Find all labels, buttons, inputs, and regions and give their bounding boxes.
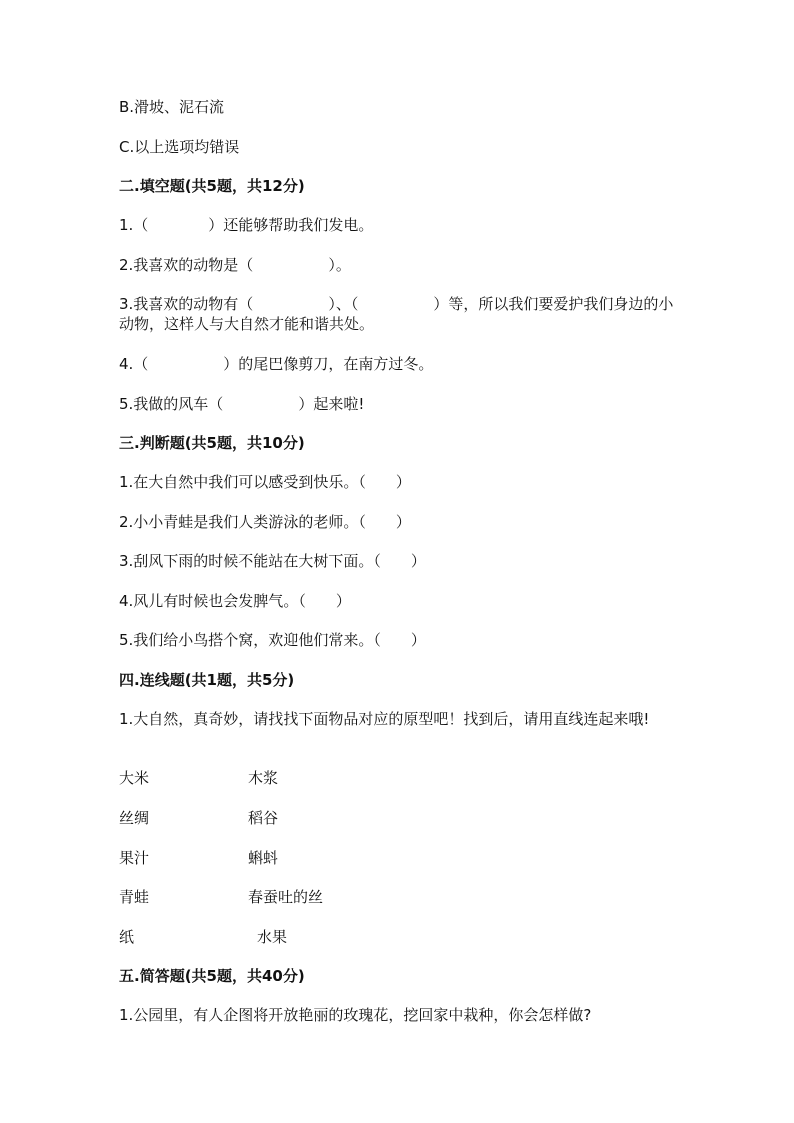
option-c: C.以上选项均错误 bbox=[119, 138, 240, 156]
fill-question-1: 1.（ ）还能够帮助我们发电。 bbox=[119, 216, 374, 234]
section-fill-blank-title: 二.填空题(共5题，共12分) bbox=[119, 177, 305, 195]
matching-right-item: 蝌蚪 bbox=[248, 849, 279, 867]
matching-left-item: 丝绸 bbox=[119, 809, 150, 827]
judge-question-1: 1.在大自然中我们可以感受到快乐。（ ） bbox=[119, 473, 411, 491]
fill-question-5: 5.我做的风车（ ）起来啦! bbox=[119, 395, 365, 413]
fill-question-2: 2.我喜欢的动物是（ ）。 bbox=[119, 256, 351, 274]
matching-left-item: 大米 bbox=[119, 769, 150, 787]
short-answer-question-1: 1.公园里，有人企图将开放艳丽的玫瑰花，挖回家中栽种，你会怎样做? bbox=[119, 1006, 592, 1024]
matching-left-item: 青蛙 bbox=[119, 888, 150, 906]
fill-question-3: 3.我喜欢的动物有（ ）、（ ）等，所以我们要爱护我们身边的小动物，这样人与大自然才能和谐共处。 bbox=[119, 295, 674, 333]
section-matching-title: 四.连线题(共1题，共5分) bbox=[119, 671, 295, 689]
section-short-answer-title: 五.简答题(共5题，共40分) bbox=[119, 967, 305, 985]
judge-question-4: 4.风儿有时候也会发脾气。（ ） bbox=[119, 592, 351, 610]
fill-question-4: 4.（ ）的尾巴像剪刀，在南方过冬。 bbox=[119, 355, 434, 373]
matching-question: 1.大自然，真奇妙，请找找下面物品对应的原型吧！找到后，请用直线连起来哦! bbox=[119, 710, 650, 728]
option-b: B.滑坡、泥石流 bbox=[119, 98, 225, 116]
matching-left-item: 纸 bbox=[119, 928, 135, 946]
matching-right-item: 水果 bbox=[257, 928, 288, 946]
matching-right-item: 稻谷 bbox=[248, 809, 279, 827]
judge-question-2: 2.小小青蛙是我们人类游泳的老师。（ ） bbox=[119, 513, 411, 531]
section-judge-title: 三.判断题(共5题，共10分) bbox=[119, 434, 305, 452]
matching-right-item: 春蚕吐的丝 bbox=[248, 888, 324, 906]
matching-left-item: 果汁 bbox=[119, 849, 150, 867]
judge-question-5: 5.我们给小鸟搭个窝，欢迎他们常来。（ ） bbox=[119, 631, 426, 649]
matching-right-item: 木浆 bbox=[248, 769, 279, 787]
judge-question-3: 3.刮风下雨的时候不能站在大树下面。（ ） bbox=[119, 552, 426, 570]
